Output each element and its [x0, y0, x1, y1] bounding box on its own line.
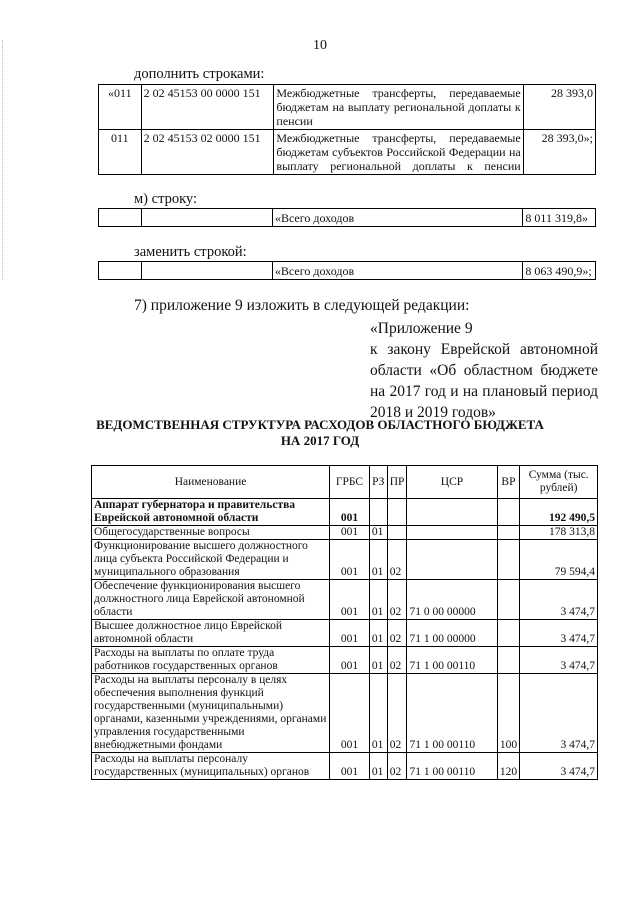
document-title — [0, 417, 640, 449]
csr-cell: 71 1 00 00110 — [407, 647, 497, 674]
sum-cell: 79 594,4 — [520, 540, 598, 580]
rz-cell: 01 — [369, 580, 387, 620]
table-row — [92, 526, 598, 540]
table-row — [92, 620, 598, 647]
item-7: 7) приложение 9 изложить в следующей редакции: — [134, 297, 470, 314]
block1-intro: дополнить строками: — [134, 66, 265, 82]
grbs-cell: 001 — [330, 526, 370, 540]
rz-cell: 01 — [369, 620, 387, 647]
name-cell: Функционирование высшего должностного лица субъекта Российской Федерации и муниципального образования — [92, 540, 330, 580]
pr-cell — [387, 526, 407, 540]
vr-cell — [497, 499, 520, 526]
amendment-table-1 — [98, 84, 596, 175]
csr-cell: 71 1 00 00110 — [407, 674, 497, 753]
pr-cell: 02 — [387, 540, 407, 580]
table-row — [92, 647, 598, 674]
header-grbs: ГРБС — [330, 466, 370, 499]
code-cell: «011 — [99, 85, 142, 130]
scan-margin-artifact — [2, 40, 11, 280]
amendment-table-2 — [98, 208, 596, 227]
sum-cell: 3 474,7 — [520, 647, 598, 674]
header-name: Наименование — [92, 466, 330, 499]
text-cell: Межбюджетные трансферты, передаваемые бюджетам на выплату региональной доплаты к пенсии — [274, 85, 523, 130]
table-row — [92, 580, 598, 620]
sum-cell: 28 393,0 — [523, 85, 595, 130]
vr-cell — [497, 540, 520, 580]
name-cell: Высшее должностное лицо Еврейской автономной области — [92, 620, 330, 647]
table-header-row — [92, 466, 598, 499]
grbs-cell: 001 — [330, 647, 370, 674]
name-cell: Расходы на выплаты персоналу в целях обеспечения выполнения функций государственными (муниципальными) органами, казенными учреждениями, органами управления государственными внебюджетными фондами — [92, 674, 330, 753]
rz-cell: 01 — [369, 526, 387, 540]
kbk-cell: 2 02 45153 02 0000 151 — [141, 130, 274, 175]
table-row — [99, 209, 596, 227]
rz-cell: 01 — [369, 540, 387, 580]
vr-cell: 120 — [497, 753, 520, 780]
csr-cell: 71 0 00 00000 — [407, 580, 497, 620]
block2-intro: м) строку: — [134, 191, 198, 207]
name-cell: Расходы на выплаты по оплате труда работников государственных органов — [92, 647, 330, 674]
table-row — [99, 130, 596, 175]
sum-cell: 178 313,8 — [520, 526, 598, 540]
name-cell: Общегосударственные вопросы — [92, 526, 330, 540]
table-row — [92, 674, 598, 753]
sum-cell: 8 011 319,8» — [523, 209, 596, 227]
expenditure-table — [91, 465, 598, 780]
kbk-cell: 2 02 45153 00 0000 151 — [141, 85, 274, 130]
pr-cell: 02 — [387, 674, 407, 753]
sum-cell: 8 063 490,9»; — [523, 262, 596, 280]
pr-cell: 02 — [387, 580, 407, 620]
vr-cell — [497, 580, 520, 620]
vr-cell — [497, 526, 520, 540]
sum-cell: 192 490,5 — [520, 499, 598, 526]
csr-cell: 71 1 00 00000 — [407, 620, 497, 647]
sum-cell: 3 474,7 — [520, 753, 598, 780]
header-csr: ЦСР — [407, 466, 497, 499]
sum-cell: 3 474,7 — [520, 620, 598, 647]
grbs-cell: 001 — [330, 753, 370, 780]
pr-cell: 02 — [387, 753, 407, 780]
csr-cell: 71 1 00 00110 — [407, 753, 497, 780]
vr-cell: 100 — [497, 674, 520, 753]
text-cell: Межбюджетные трансферты, передаваемые бюджетам субъектов Российской Федерации на выплату региональной доплаты к пенсии — [274, 130, 523, 175]
appendix-header — [370, 318, 598, 423]
rz-cell — [369, 499, 387, 526]
code-cell: 011 — [99, 130, 142, 175]
sum-cell: 28 393,0»; — [523, 130, 595, 175]
grbs-cell: 001 — [330, 620, 370, 647]
header-rz: РЗ — [369, 466, 387, 499]
table-row — [99, 85, 596, 130]
header-vr: ВР — [497, 466, 520, 499]
sum-cell: 3 474,7 — [520, 674, 598, 753]
title-line: НА 2017 ГОД — [280, 433, 360, 448]
text-cell: «Всего доходов — [272, 262, 522, 280]
amendment-table-3 — [98, 261, 596, 280]
grbs-cell: 001 — [330, 674, 370, 753]
name-cell: Расходы на выплаты персоналу государственных (муниципальных) органов — [92, 753, 330, 780]
pr-cell: 02 — [387, 620, 407, 647]
csr-cell — [407, 499, 497, 526]
table-row — [99, 262, 596, 280]
table-row — [92, 499, 598, 526]
name-cell: Обеспечение функционирования высшего должностного лица Еврейской автономной области — [92, 580, 330, 620]
sum-cell: 3 474,7 — [520, 580, 598, 620]
block3-intro: заменить строкой: — [134, 244, 247, 260]
grbs-cell: 001 — [330, 499, 370, 526]
table-row — [92, 753, 598, 780]
text-cell: «Всего доходов — [272, 209, 522, 227]
title-line: ВЕДОМСТВЕННАЯ СТРУКТУРА РАСХОДОВ ОБЛАСТНОГО БЮДЖЕТА — [96, 417, 544, 432]
name-cell: Аппарат губернатора и правительства Еврейской автономной области — [92, 499, 330, 526]
appendix-line: области «Об областном бюджете — [370, 362, 598, 379]
header-sum: Сумма (тыс. рублей) — [520, 466, 598, 499]
vr-cell — [497, 647, 520, 674]
rz-cell: 01 — [369, 753, 387, 780]
csr-cell — [407, 526, 497, 540]
rz-cell: 01 — [369, 674, 387, 753]
pr-cell — [387, 499, 407, 526]
csr-cell — [407, 540, 497, 580]
rz-cell: 01 — [369, 647, 387, 674]
appendix-line: «Приложение 9 — [370, 320, 473, 337]
header-pr: ПР — [387, 466, 407, 499]
pr-cell: 02 — [387, 647, 407, 674]
appendix-line: к закону Еврейской автономной — [370, 341, 598, 358]
grbs-cell: 001 — [330, 580, 370, 620]
grbs-cell: 001 — [330, 540, 370, 580]
table-row — [92, 540, 598, 580]
vr-cell — [497, 620, 520, 647]
appendix-line: 2018 и 2019 годов» — [370, 404, 496, 421]
page-number: 10 — [313, 38, 327, 53]
appendix-line: на 2017 год и на плановый период — [370, 383, 598, 400]
